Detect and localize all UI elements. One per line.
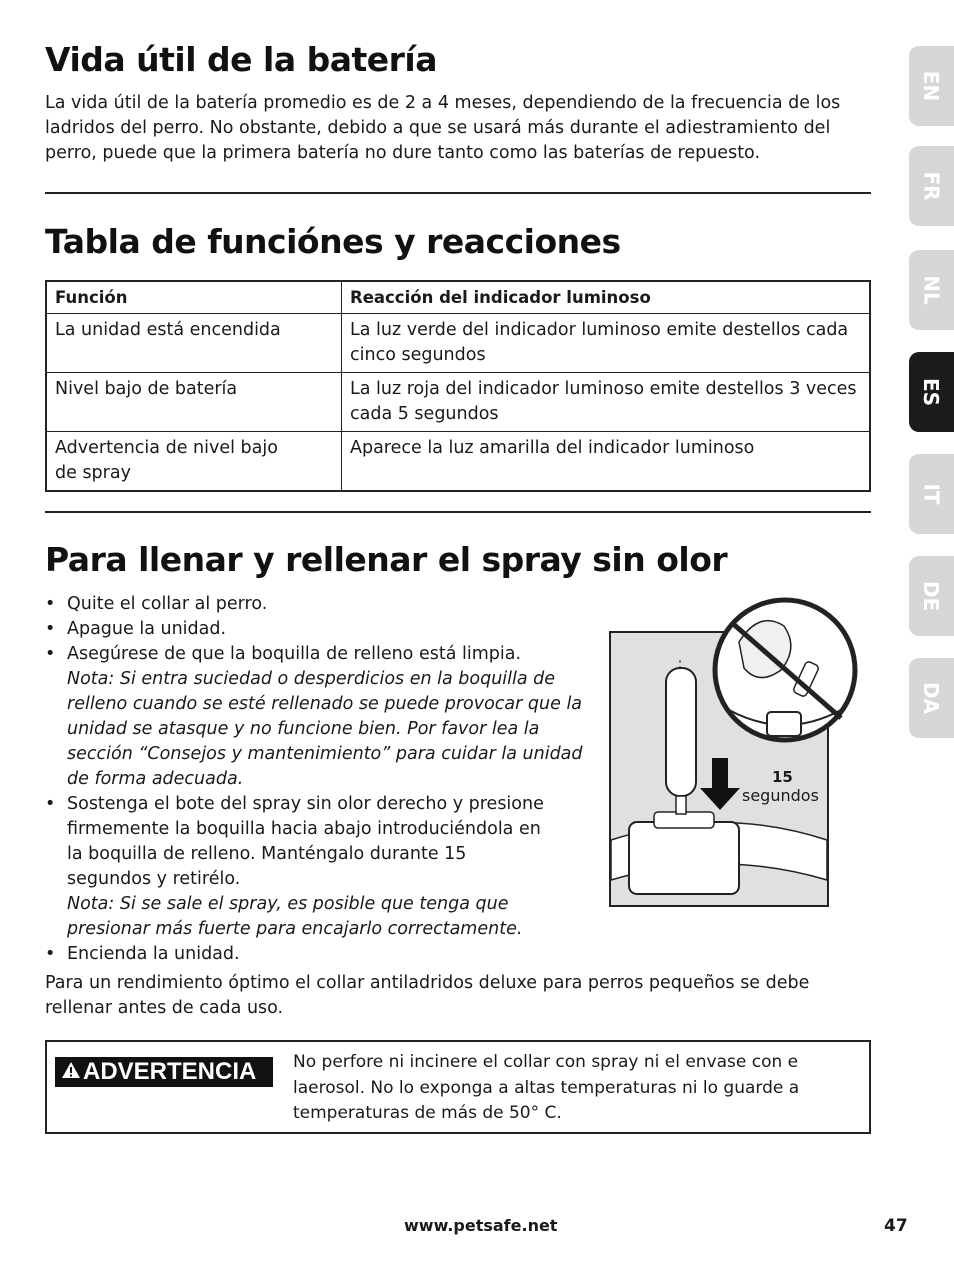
table-cell: La luz verde del indicador luminoso emite destellos cada cinco segundos — [342, 314, 871, 373]
step-text: Apague la unidad. — [67, 619, 227, 639]
tab-en[interactable] — [909, 46, 954, 126]
table-cell: La luz roja del indicador luminoso emite destellos 3 veces cada 5 segundos — [342, 373, 871, 432]
table-cell: Aparece la luz amarilla del indicador luminoso — [342, 432, 871, 492]
list-item — [67, 942, 595, 967]
fill-heading: Para llenar y rellenar el spray sin olor — [45, 540, 728, 579]
tab-label: NL — [919, 275, 944, 305]
step-text: Asegúrese de que la boquilla de relleno está limpia. — [67, 644, 522, 664]
table-header-cell: Función — [46, 281, 342, 314]
tab-de[interactable] — [909, 556, 954, 636]
table-heading: Tabla de funciónes y reacciones — [45, 222, 621, 261]
list-item — [67, 592, 595, 617]
table-cell: Nivel bajo de batería — [46, 373, 342, 432]
page-number: 47 — [884, 1216, 908, 1236]
footer-url[interactable]: www.petsafe.net — [404, 1216, 558, 1235]
warning-box — [45, 1040, 871, 1134]
figure-count: 15 — [772, 768, 793, 786]
table-row — [46, 432, 870, 492]
table-row — [46, 373, 870, 432]
fill-steps — [45, 592, 595, 967]
tab-label: FR — [919, 171, 944, 201]
refill-illustration — [609, 590, 871, 908]
tab-da[interactable] — [909, 658, 954, 738]
table-header-row — [46, 281, 870, 314]
tab-it[interactable] — [909, 454, 954, 534]
table-row — [46, 314, 870, 373]
tab-es[interactable] — [909, 352, 954, 432]
step-note: Nota: Si entra suciedad o desperdicios en la boquilla de relleno cuando se esté rellenado se puede provocar que la unidad se atasque y no funcione bien. Por favor lea la sección “Consejos y mantenimiento” para cuidar la unidad de forma adecuada. — [67, 669, 583, 789]
fill-closing: Para un rendimiento óptimo el collar antiladridos deluxe para perros pequeños se debe rellenar antes de cada uso. — [45, 973, 810, 1018]
table-header-cell: Reacción del indicador luminoso — [342, 281, 871, 314]
tab-label: IT — [919, 483, 944, 505]
tab-label: DE — [919, 580, 944, 612]
function-table — [45, 280, 871, 492]
tab-nl[interactable] — [909, 250, 954, 330]
step-text: Encienda la unidad. — [67, 944, 240, 964]
tab-label: EN — [919, 70, 944, 102]
list-item — [67, 617, 595, 642]
refill-diagram — [609, 590, 871, 908]
step-text: Quite el collar al perro. — [67, 594, 268, 614]
warning-text: No perfore ni incinere el collar con spray ni el envase con e laerosol. No lo exponga a altas temperaturas ni lo guarde a temperaturas de más de 50° C. — [293, 1052, 800, 1123]
warning-badge — [55, 1057, 273, 1087]
tab-fr[interactable] — [909, 146, 954, 226]
table-cell: La unidad está encendida — [46, 314, 342, 373]
step-text: Sostenga el bote del spray sin olor derecho y presione firmemente la boquilla hacia abajo introduciéndola en la boquilla de relleno. Manténgalo durante 15 segundos y retirélo. — [67, 794, 544, 889]
tab-label: DA — [919, 681, 944, 715]
figure-unit: segundos — [742, 786, 819, 805]
table-cell: Advertencia de nivel bajo de spray — [46, 432, 342, 492]
divider — [45, 511, 871, 513]
warning-badge-label: ADVERTENCIA — [83, 1058, 257, 1085]
battery-paragraph: La vida útil de la batería promedio es de 2 a 4 meses, dependiendo de la frecuencia de los ladridos del perro. No obstante, debido a que se usará más durante el adiestramiento del perro, puede que la primera batería no dure tanto como las baterías de repuesto. — [45, 93, 841, 163]
battery-heading: Vida útil de la batería — [45, 40, 437, 79]
list-item — [67, 642, 595, 792]
step-note: Nota: Si se sale el spray, es posible que tenga que presionar más fuerte para encajarlo correctamente. — [67, 894, 523, 939]
warning-icon — [61, 1058, 81, 1086]
list-item — [67, 792, 595, 942]
divider — [45, 192, 871, 194]
tab-label: ES — [919, 377, 944, 407]
